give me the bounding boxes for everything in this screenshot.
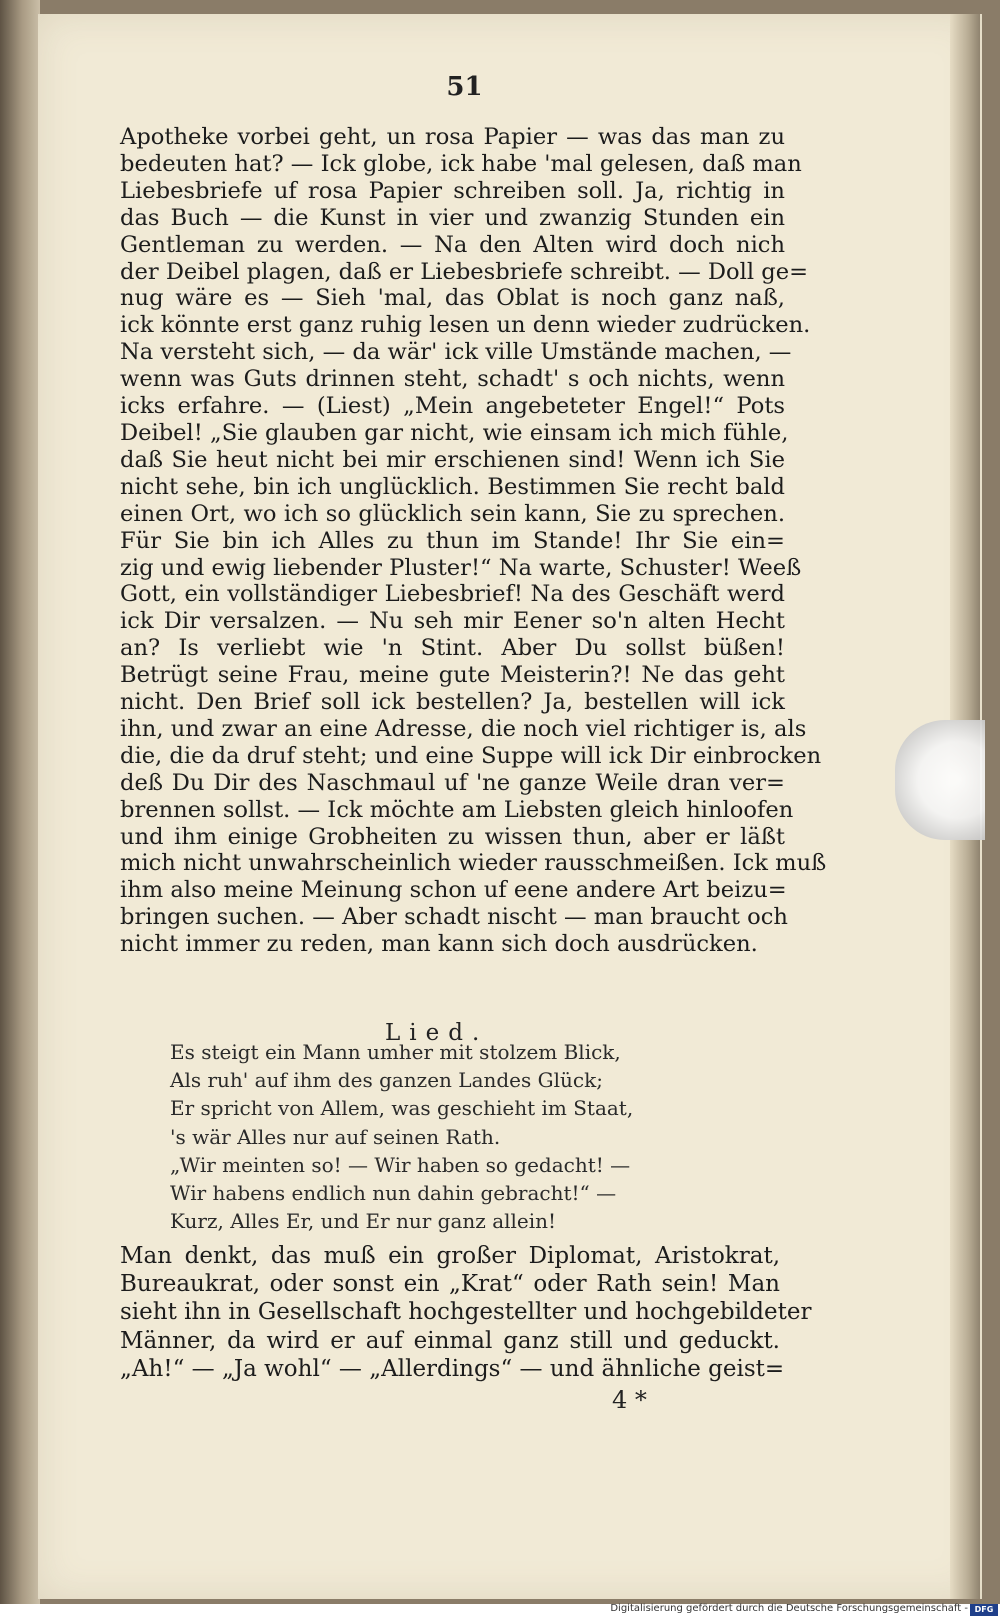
text-line: das Buch — die Kunst in vier und zwanzig Stunden ein [120,204,785,231]
song-poem [170,1038,670,1235]
left-page-edge [0,0,40,1604]
text-line: nicht sehe, bin ich unglücklich. Bestimmen Sie recht bald [120,473,785,500]
text-line: und ihm einige Grobheiten zu wissen thun, aber er läßt [120,823,785,850]
text-line: Er spricht von Allem, was geschieht im Staat, [170,1096,634,1121]
text-line: Als ruh' auf ihm des ganzen Landes Glück; [170,1068,603,1093]
text-line: Gott, ein vollständiger Liebesbrief! Na des Geschäft werd [120,581,785,608]
text-line: Na versteht sich, — da wär' ick ville Umstände machen, — [120,339,792,366]
text-line: zig und ewig liebender Pluster!“ Na warte, Schuster! Weeß [120,554,802,581]
text-line: daß Sie heut nicht bei mir erschienen sind! Wenn ich Sie [120,446,785,473]
text-line: Liebesbriefe uf rosa Papier schreiben soll. Ja, richtig in [120,177,785,204]
text-line: bringen suchen. — Aber schadt nischt — man braucht och [120,904,788,931]
text-line: Apotheke vorbei geht, un rosa Papier — was das man zu [120,124,785,150]
text-line: brennen sollst. — Ick möchte am Liebsten gleich hinloofen [120,796,794,823]
text-line: wenn was Guts drinnen steht, schadt' s och nichts, wenn [120,366,785,393]
text-line: Männer, da wird er auf einmal ganz still und geduckt. [120,1327,780,1354]
text-line: sieht ihn in Gesellschaft hochgestellter und hochgebildeter [120,1299,812,1326]
text-line: icks erfahre. — (Liest) „Mein angebeteter Engel!“ Pots [120,393,785,420]
printer-signature: 4 * [612,1386,647,1414]
second-paragraph [120,1242,812,1383]
text-line: deß Du Dir des Naschmaul uf 'ne ganze Weile dran ver= [120,769,785,796]
text-line: mich nicht unwahrscheinlich wieder rausschmeißen. Ick muß [120,850,827,877]
digitization-credit: Digitalisierung gefördert durch die Deutsche Forschungsgemeinschaft - [610,1603,968,1614]
text-line: Bureaukrat, oder sonst ein „Krat“ oder Rath sein! Man [120,1271,780,1298]
text-line: 's wär Alles nur auf seinen Rath. [170,1124,501,1149]
page-clip [895,720,985,840]
text-line: Es steigt ein Mann umher mit stolzem Blick, [170,1040,621,1064]
text-line: nicht. Den Brief soll ick bestellen? Ja, bestellen will ick [120,689,785,716]
text-line: ick könnte erst ganz ruhig lesen un denn wieder zudrücken. [120,312,811,339]
text-line: Gentleman zu werden. — Na den Alten wird doch nich [120,231,785,258]
text-line: bedeuten hat? — Ick globe, ick habe 'mal gelesen, daß man [120,150,802,177]
text-line: Man denkt, das muß ein großer Diplomat, Aristokrat, [120,1243,780,1269]
page-number: 51 [446,72,483,102]
body-paragraph [120,124,827,958]
text-line: der Deibel plagen, daß er Liebesbriefe schreibt. — Doll ge= [120,258,809,285]
text-line: Deibel! „Sie glauben gar nicht, wie einsam ich mich fühle, [120,419,789,446]
text-line: Für Sie bin ich Alles zu thun im Stande! Ihr Sie ein= [120,527,785,554]
text-line: Wir habens endlich nun dahin gebracht!“ — [170,1181,617,1206]
dfg-logo: DFG [970,1604,998,1616]
text-line: die, die da druf steht; und eine Suppe will ick Dir einbrocken [120,742,822,769]
text-line: nicht immer zu reden, man kann sich doch ausdrücken. [120,931,758,958]
text-line: „Wir meinten so! — Wir haben so gedacht! — [170,1152,631,1177]
text-line: „Ah!“ — „Ja wohl“ — „Allerdings“ — und ähnliche geist= [120,1355,785,1382]
text-line: ihm also meine Meinung schon uf eene andere Art beizu= [120,877,787,904]
text-line: nug wäre es — Sieh 'mal, das Oblat is noch ganz naß, [120,285,785,312]
text-line: an? Is verliebt wie 'n Stint. Aber Du sollst büßen! [120,635,785,662]
text-line: Kurz, Alles Er, und Er nur ganz allein! [170,1209,557,1234]
text-line: ihn, und zwar an eine Adresse, die noch viel richtiger is, als [120,715,807,742]
song-title: Lied. [385,1020,489,1046]
text-line: Betrügt seine Frau, meine gute Meisterin?! Ne das geht [120,662,785,689]
text-line: ick Dir versalzen. — Nu seh mir Eener so'n alten Hecht [120,608,785,635]
text-line: einen Ort, wo ich so glücklich sein kann, Sie zu sprechen. [120,500,785,527]
